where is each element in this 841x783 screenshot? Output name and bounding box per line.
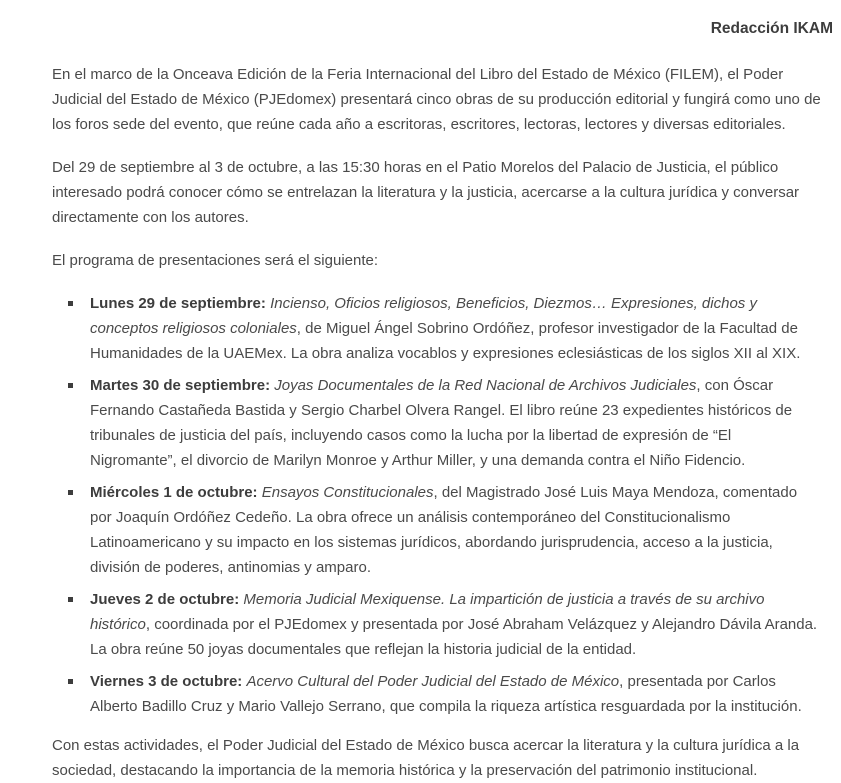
event-item-friday: [90, 669, 822, 719]
event-book-title: Incienso, Oficios religiosos, Beneficios, Diezmos… Expresiones, dichos y conceptos religiosos coloniales: [90, 295, 757, 337]
event-day-label: Lunes 29 de septiembre:: [90, 295, 266, 312]
closing-paragraph: Con estas actividades, el Poder Judicial del Estado de México busca acercar la literatura y la cultura jurídica a la sociedad, destacando la importancia de la memoria histórica y la preservación del patrimonio institucional.: [52, 737, 800, 779]
event-description: , coordinada por el PJEdomex y presentada por José Abraham Velázquez y Alejandro Dávila Aranda. La obra reúne 50 joyas documentales que reflejan la historia judicial de la entidad.: [90, 616, 818, 658]
event-day-label: Jueves 2 de octubre:: [90, 591, 240, 608]
bullet-square-icon: [68, 301, 73, 306]
event-day-label: Martes 30 de septiembre:: [90, 377, 271, 394]
program-events-list: [52, 291, 822, 719]
event-item-monday: [90, 291, 822, 366]
event-item-tuesday: [90, 373, 822, 473]
event-day-label: Miércoles 1 de octubre:: [90, 484, 258, 501]
event-book-title: Ensayos Constitucionales: [261, 484, 434, 501]
event-book-title: Memoria Judicial Mexiquense. La impartición de justicia a través de su archivo histórico: [90, 591, 765, 633]
event-description: , presentada por Carlos Alberto Badillo Cruz y Mario Vallejo Serrano, que compila la riqueza artística resguardada por la institución.: [90, 673, 802, 715]
event-description: , de Miguel Ángel Sobrino Ordóñez, profesor investigador de la Facultad de Humanidades de la UAEMex. La obra analiza vocablos y expresiones eclesiásticas de los siglos XII al XIX.: [90, 320, 801, 362]
event-day-label: Viernes 3 de octubre:: [90, 673, 243, 690]
bullet-square-icon: [68, 597, 73, 602]
event-book-title: Acervo Cultural del Poder Judicial del Estado de México: [246, 673, 620, 690]
bullet-square-icon: [68, 490, 73, 495]
intro-paragraph: En el marco de la Onceava Edición de la Feria Internacional del Libro del Estado de México (FILEM), el Poder Judicial del Estado de México (PJEdomex) presentará cinco obras de su producción editorial y fungirá como uno de los foros sede del evento, que reúne cada año a escritoras, escritores, lectoras, lectores y diversas editoriales.: [52, 66, 821, 133]
program-lead-paragraph: El programa de presentaciones será el siguiente:: [52, 252, 379, 269]
event-item-thursday: [90, 587, 822, 662]
event-book-title: Joyas Documentales de la Red Nacional de Archivos Judiciales: [274, 377, 697, 394]
event-item-wednesday: [90, 480, 822, 580]
event-description: , con Óscar Fernando Castañeda Bastida y Sergio Charbel Olvera Rangel. El libro reúne 23 expedientes históricos de tribunales de justicia del país, incluyendo casos como la lucha por la libertad de expresión de “El Nigromante”, el divorcio de Marilyn Monroe y Arthur Miller, y una demanda contra el Niño Fidencio.: [90, 377, 793, 469]
bullet-square-icon: [68, 383, 73, 388]
article-body: [52, 62, 833, 783]
event-description: , del Magistrado José Luis Maya Mendoza, comentado por Joaquín Ordóñez Cedeño. La obra ofrece un análisis contemporáneo del Constitucionalismo Latinoamericano y su impacto en los sistemas jurídicos, abordando jurisprudencia, acceso a la justicia, división de poderes, antinomias y amparo.: [90, 484, 798, 576]
byline: Redacción IKAM: [710, 20, 833, 37]
schedule-paragraph: Del 29 de septiembre al 3 de octubre, a las 15:30 horas en el Patio Morelos del Palacio de Justicia, el público interesado podrá conocer cómo se entrelazan la literatura y la justicia, acercarse a la cultura jurídica y conversar directamente con los autores.: [52, 159, 800, 226]
bullet-square-icon: [68, 679, 73, 684]
